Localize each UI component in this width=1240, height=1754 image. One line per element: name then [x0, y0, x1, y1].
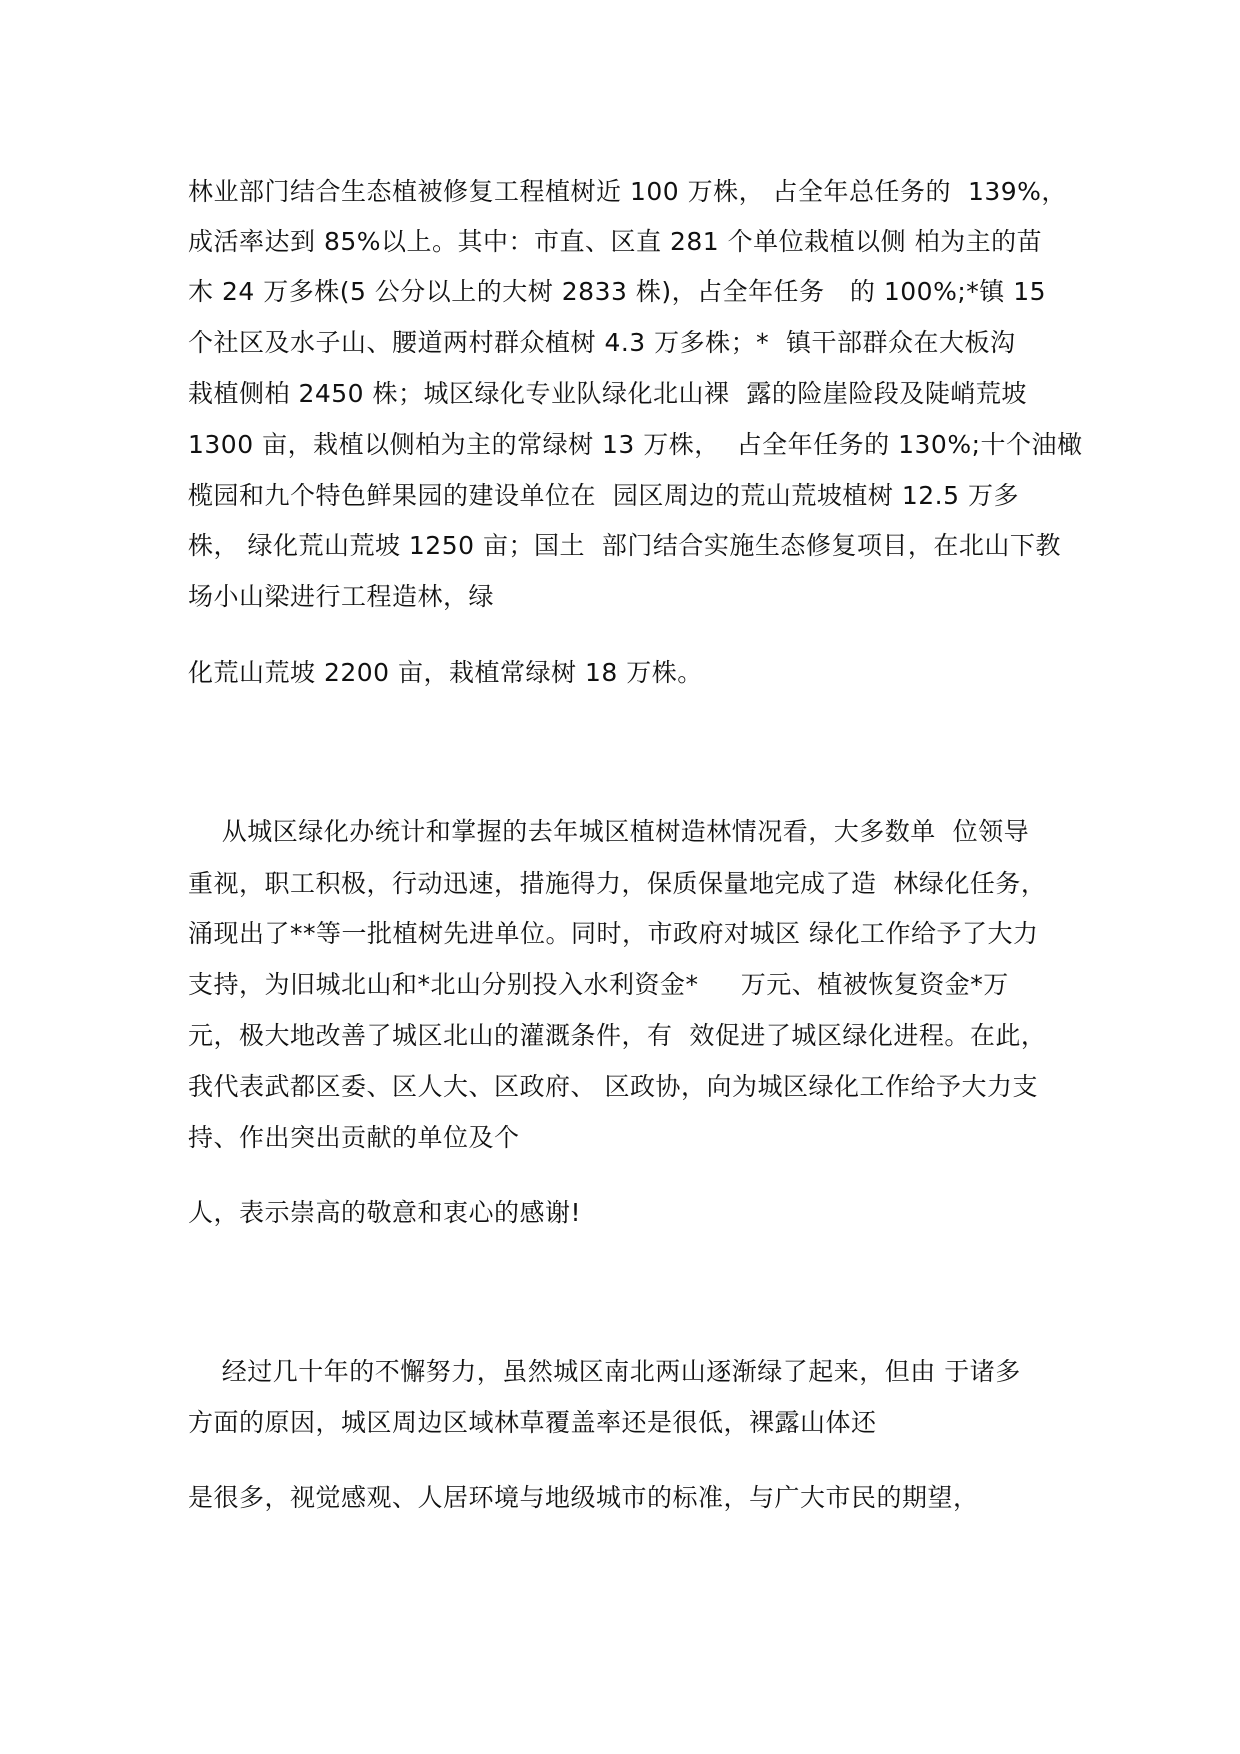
text-line: 支持，为旧城北山和*北山分别投入水利资金* 万元、植被恢复资金*万: [188, 970, 1009, 999]
text-line: 我代表武都区委、区人大、区政府、 区政协，向为城区绿化工作给予大力支: [188, 1072, 1038, 1101]
text-line: 株， 绿化荒山荒坡 1250 亩；国土 部门结合实施生态修复项目，在北山下教: [188, 531, 1061, 560]
text-line: 重视，职工积极，行动迅速，措施得力，保质保量地完成了造 林绿化任务，: [188, 869, 1047, 898]
text-line: 栽植侧柏 2450 株；城区绿化专业队绿化北山裸 露的险崖险段及陡峭荒坡: [188, 379, 1027, 408]
text-line: 持、作出突出贡献的单位及个: [188, 1123, 520, 1152]
text-line: 成活率达到 85%以上。其中：市直、区直 281 个单位栽植以侧 柏为主的苗: [188, 227, 1043, 256]
text-line: 林业部门结合生态植被修复工程植树近 100 万株， 占全年总任务的 139%，: [188, 177, 1067, 206]
text-line: 元，极大地改善了城区北山的灌溉条件，有 效促进了城区绿化进程。在此，: [188, 1021, 1047, 1050]
text-line: 方面的原因，城区周边区域林草覆盖率还是很低，裸露山体还: [188, 1408, 877, 1437]
text-line: 涌现出了**等一批植树先进单位。同时，市政府对城区 绿化工作给予了大力: [188, 919, 1039, 948]
text-line: 从城区绿化办统计和掌握的去年城区植树造林情况看，大多数单 位领导: [188, 817, 1030, 846]
text-line: 1300 亩，栽植以侧柏为主的常绿树 13 万株， 占全年任务的 130%;十个油橄: [188, 430, 1083, 459]
text-line: 个社区及水子山、腰道两村群众植树 4.3 万多株；* 镇干部群众在大板沟: [188, 328, 1016, 357]
text-line: 化荒山荒坡 2200 亩，栽植常绿树 18 万株。: [188, 658, 703, 687]
text-line: 是很多，视觉感观、人居环境与地级城市的标准，与广大市民的期望，: [188, 1483, 979, 1512]
text-line: 场小山梁进行工程造林，绿: [188, 582, 495, 611]
text-line: 经过几十年的不懈努力，虽然城区南北两山逐渐绿了起来，但由 于诸多: [188, 1357, 1021, 1386]
text-line: 榄园和九个特色鲜果园的建设单位在 园区周边的荒山荒坡植树 12.5 万多: [188, 481, 1019, 510]
text-line: 人，表示崇高的敬意和衷心的感谢!: [188, 1198, 582, 1227]
text-line: 木 24 万多株(5 公分以上的大树 2833 株)，占全年任务 的 100%;*镇 15: [188, 277, 1047, 306]
